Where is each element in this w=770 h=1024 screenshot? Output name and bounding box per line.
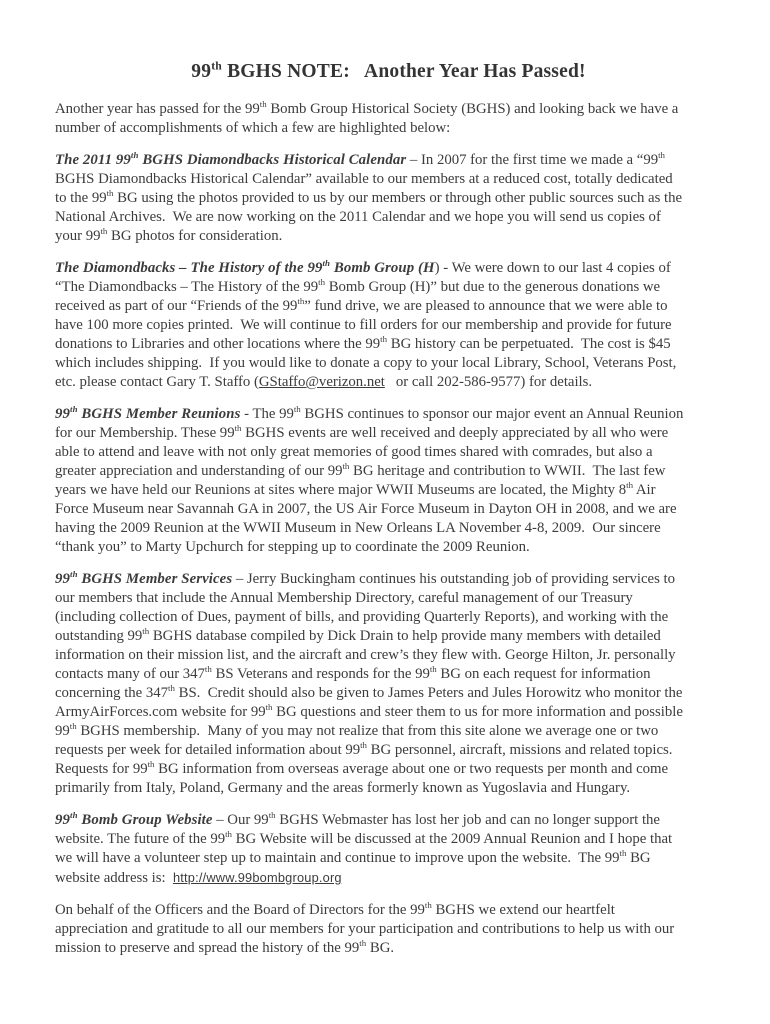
text-line: 99th BGHS membership. Many of you may not realize that from this site alone we average one or two <box>55 721 659 739</box>
section-heading: 99th Bomb Group Website <box>55 810 213 828</box>
text-line: “thank you” to Marty Upchurch for stepping up to coordinate the 2009 Reunion. <box>55 539 530 555</box>
para-closing <box>55 901 722 958</box>
section-heading: The 2011 99th BGHS Diamondbacks Historical Calendar <box>55 150 407 168</box>
text-line: website. The future of the 99th BG Website will be discussed at the 2009 Annual Reunion and I hope that <box>55 829 673 847</box>
website-link[interactable]: http://www.99bombgroup.org <box>172 870 342 885</box>
text-line: our members that include the Annual Membership Directory, careful management of our Treasury <box>55 590 633 606</box>
text-line: BGHS Diamondbacks Historical Calendar” available to our members at a reduced cost, totally dedicated <box>55 171 673 187</box>
text-line: received as part of our “Friends of the 99th” fund drive, we are pleased to announce that we were able to <box>55 296 668 314</box>
text-line: requests per week for detailed information about 99th BG personnel, aircraft, missions and related topics. <box>55 740 673 758</box>
email-link[interactable]: GStaffo@verizon.net <box>258 374 385 390</box>
para-member-reunions <box>55 405 722 557</box>
text-line: ArmyAirForces.com website for 99th BG questions and steer them to us for more information and possible <box>55 702 683 720</box>
text-line: Requests for 99th BG information from overseas average about one or two requests per month and come <box>55 759 669 777</box>
text-line: number of accomplishments of which a few are highlighted below: <box>55 120 451 136</box>
text-line: we will have a volunteer step up to maintain and continue to improve upon the website. The 99th BG <box>55 848 651 866</box>
text-line: information on their mission list, and the aircraft and crew’s they flew with. George Hilton, Jr. personally <box>55 647 676 663</box>
text-line: “The Diamondbacks – The History of the 99th Bomb Group (H)” but due to the generous donations we <box>55 277 661 295</box>
text-line: donations to Libraries and other locations where the 99th BG history can be perpetuated. The cost is $45 <box>55 334 671 352</box>
para-member-services <box>55 570 722 798</box>
text-line: your 99th BG photos for consideration. <box>55 226 283 244</box>
text-line: mission to preserve and spread the history of the 99th BG. <box>55 938 395 956</box>
para-diamondbacks-book <box>55 259 722 392</box>
text-line: 99th Bomb Group Website – Our 99th BGHS Webmaster has lost her job and can no longer support the <box>55 810 660 828</box>
text-line: The 2011 99th BGHS Diamondbacks Historical Calendar – In 2007 for the first time we made a “99th <box>55 150 665 168</box>
text-line: years we have held our Reunions at sites where major WWII Museums are located, the Mighty 8th Air <box>55 480 656 498</box>
text-line: The Diamondbacks – The History of the 99th Bomb Group (H) - We were down to our last 4 copies of <box>55 258 671 276</box>
text-line: to the 99th BG using the photos provided to us by our members or through other public sources such as the <box>55 188 683 206</box>
text-line: have 100 more copies printed. We will continue to fill orders for our membership and provide for future <box>55 317 672 333</box>
text-line: outstanding 99th BGHS database compiled by Dick Drain to help provide many members with detailed <box>55 626 661 644</box>
text-line: On behalf of the Officers and the Board of Directors for the 99th BGHS we extend our heartfelt <box>55 900 615 918</box>
text-line: etc. please contact Gary T. Staffo (GStaffo@verizon.net or call 202-586-9577) for details. <box>55 374 593 390</box>
para-bomb-group-website <box>55 811 722 888</box>
document-title: 99th BGHS NOTE: Another Year Has Passed! <box>191 59 586 82</box>
text-line: contacts many of our 347th BS Veterans and responds for the 99th BG on each request for information <box>55 664 651 682</box>
text-line: Another year has passed for the 99th Bomb Group Historical Society (BGHS) and looking back we have a <box>55 99 679 117</box>
text-line: website address is: http://www.99bombgroup.org <box>55 870 342 886</box>
text-line: 99th BGHS Member Reunions - The 99th BGHS continues to sponsor our major event an Annual Reunion <box>55 404 684 422</box>
section-heading: 99th BGHS Member Reunions <box>55 404 241 422</box>
text-line: having the 2009 Reunion at the WWII Museum in New Orleans LA November 4-8, 2009. Our sincere <box>55 520 661 536</box>
para-intro <box>55 100 722 138</box>
text-line: Force Museum near Savannah GA in 2007, the US Air Force Museum in Dayton OH in 2008, and we are <box>55 501 677 517</box>
text-line: 99th BGHS Member Services – Jerry Buckingham continues his outstanding job of providing services to <box>55 569 675 587</box>
text-line: which includes shipping. If you would like to donate a copy to your local Library, School, Veterans Post, <box>55 355 677 371</box>
text-line: National Archives. We are now working on the 2011 Calendar and we hope you will send us copies of <box>55 209 661 225</box>
text-line: able to attend and leave with not only great memories of good times shared with comrades, but also a <box>55 444 653 460</box>
text-line: primarily from Italy, Poland, Germany and the areas formerly known as Yugoslavia and Hungary. <box>55 780 631 796</box>
section-heading: 99th BGHS Member Services <box>55 569 233 587</box>
section-heading: The Diamondbacks – The History of the 99th Bomb Group (H <box>55 258 435 276</box>
para-calendar-2011 <box>55 151 722 246</box>
text-line: for our Membership. These 99th BGHS events are well received and deeply appreciated by all who were <box>55 423 669 441</box>
text-line: greater appreciation and understanding of our 99th BG heritage and contribution to WWII. The last few <box>55 461 666 479</box>
text-line: concerning the 347th BS. Credit should also be given to James Peters and Jules Horowitz who monitor the <box>55 683 683 701</box>
text-line: appreciation and gratitude to all our members for your participation and contributions to help us with our <box>55 921 675 937</box>
text-line: (including collection of Dues, payment of bills, and providing Quarterly Reports), and working with the <box>55 609 669 625</box>
